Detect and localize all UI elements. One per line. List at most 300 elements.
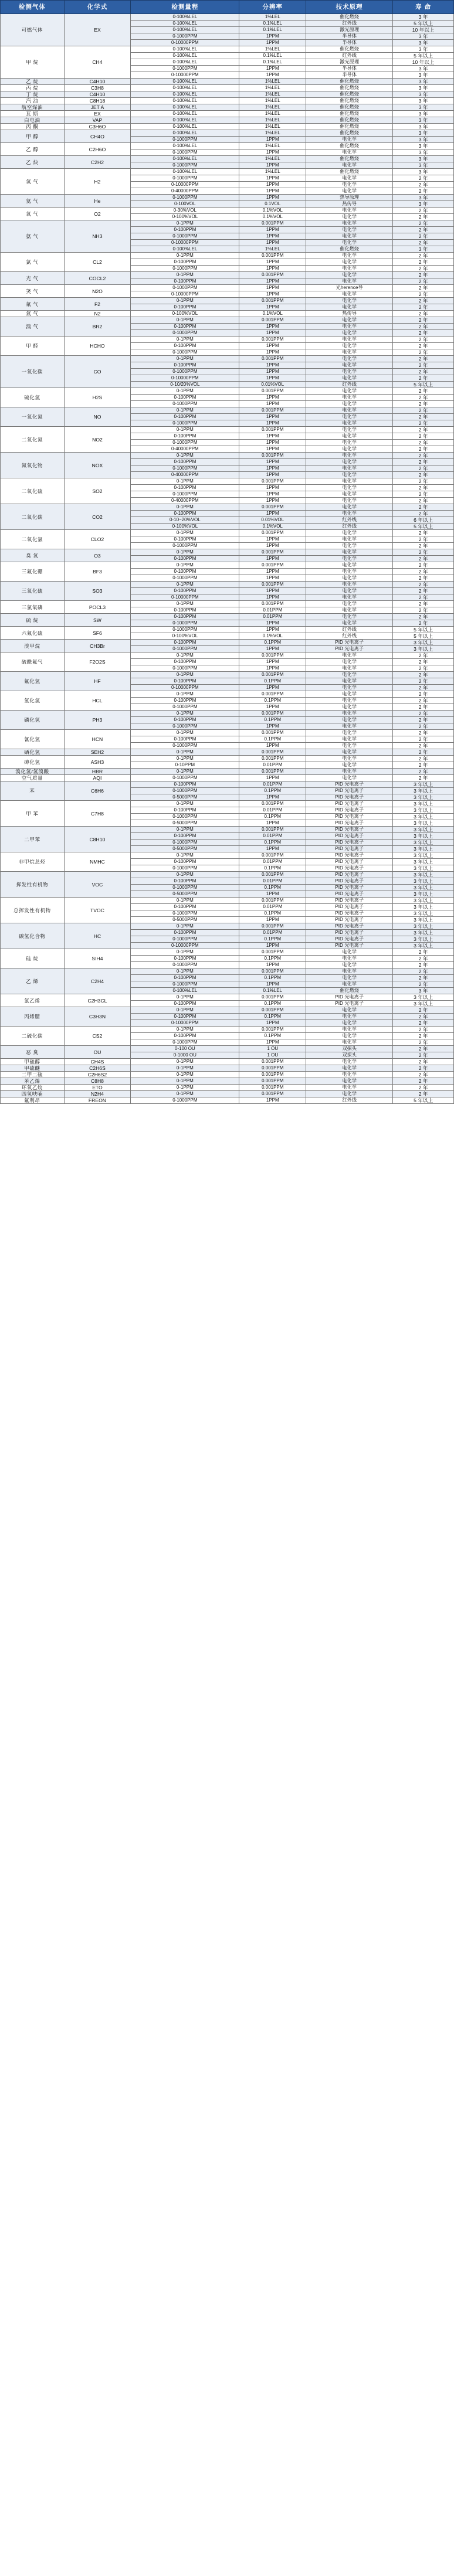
cell-gas-name: 氯化氢 [1, 691, 65, 711]
cell-resolution: 1PPM [239, 536, 306, 543]
cell-range: 0-1000PPM [131, 704, 239, 711]
cell-range: 0-100PPM [131, 678, 239, 685]
cell-life: 2 年 [393, 465, 454, 472]
cell-technology: PID 光电离子 [306, 898, 393, 904]
table-row [1, 640, 454, 646]
cell-life: 2 年 [393, 478, 454, 485]
cell-gas-name: 甲 醛 [1, 337, 65, 356]
cell-life: 6 年以上 [393, 517, 454, 524]
cell-range: 0-40000PPM [131, 446, 239, 453]
table-row [1, 872, 454, 878]
cell-formula: HF [64, 672, 131, 691]
cell-life: 3 年 [393, 85, 454, 91]
cell-resolution: 0.001PPM [239, 1059, 306, 1065]
cell-resolution: 1PPM [239, 820, 306, 827]
cell-technology: 催化燃烧 [306, 117, 393, 124]
cell-range: 0-10000PPM [131, 182, 239, 188]
cell-range: 0-1000PPM [131, 66, 239, 72]
cell-life: 2 年 [393, 227, 454, 233]
table-row [1, 827, 454, 833]
cell-resolution: 1PPM [239, 485, 306, 491]
cell-resolution: 1PPM [239, 259, 306, 266]
cell-formula: O2 [64, 208, 131, 220]
cell-technology: 电化学 [306, 562, 393, 569]
cell-gas-name: 三氟化硼 [1, 562, 65, 582]
cell-life: 2 年 [393, 678, 454, 685]
cell-technology: 电化学 [306, 188, 393, 195]
cell-life: 3 年以上 [393, 814, 454, 820]
cell-gas-name: 甲 烷 [1, 46, 65, 79]
cell-gas-name: 总挥发性有机物 [1, 898, 65, 923]
cell-life: 3 年 [393, 79, 454, 85]
cell-life: 2 年 [393, 762, 454, 769]
cell-range: 0-1000PPM [131, 788, 239, 794]
cell-range: 0-1000PPM [131, 665, 239, 672]
cell-resolution: 0.01%VOL [239, 517, 306, 524]
cell-range: 0-30%VOL [131, 208, 239, 214]
cell-range: 0-1PPM [131, 1007, 239, 1014]
cell-resolution: 0.001PPM [239, 504, 306, 511]
cell-life: 2 年 [393, 1091, 454, 1097]
cell-technology: 电化学 [306, 594, 393, 601]
cell-range: 0-100PPM [131, 304, 239, 311]
cell-resolution: 1PPM [239, 137, 306, 143]
cell-gas-name: 氧 气 [1, 208, 65, 220]
cell-technology: 电化学 [306, 530, 393, 536]
cell-technology: PID 光电离子 [306, 930, 393, 936]
cell-technology: 激光原理 [306, 27, 393, 33]
cell-resolution: 1PPM [239, 1020, 306, 1027]
cell-technology: 电化学 [306, 691, 393, 698]
cell-resolution: 0.01PPM [239, 762, 306, 769]
cell-range: 0-1000PPM [131, 491, 239, 498]
cell-life: 2 年 [393, 259, 454, 266]
cell-life: 2 年 [393, 601, 454, 607]
cell-range: 0-100%LEL [131, 169, 239, 175]
cell-resolution: 0.1PPM [239, 717, 306, 723]
cell-formula: N2O [64, 285, 131, 298]
cell-resolution: 0.001PPM [239, 220, 306, 227]
cell-gas-name: 氢 气 [1, 169, 65, 195]
cell-resolution: 1%LEL [239, 14, 306, 21]
cell-range: 0-100PPM [131, 659, 239, 665]
cell-range: 0-100%LEL [131, 124, 239, 130]
cell-resolution: 0.001PPM [239, 337, 306, 343]
cell-range: 0-100PPM [131, 362, 239, 369]
cell-technology: 电化学 [306, 433, 393, 440]
cell-resolution: 1%LEL [239, 117, 306, 124]
cell-resolution: 0.001PPM [239, 711, 306, 717]
table-row [1, 653, 454, 659]
cell-resolution: 1PPM [239, 575, 306, 582]
cell-technology: PID 光电离子 [306, 878, 393, 885]
cell-technology: PID 光电离子 [306, 788, 393, 794]
cell-gas-name: 二甲苯 [1, 827, 65, 852]
cell-range: 0-100%LEL [131, 104, 239, 111]
cell-resolution: 1PPM [239, 472, 306, 478]
cell-technology: 电化学 [306, 543, 393, 549]
cell-resolution: 1%LEL [239, 98, 306, 104]
cell-resolution: 0.1PPM [239, 788, 306, 794]
cell-technology: 电化学 [306, 769, 393, 775]
cell-technology: 电化学 [306, 414, 393, 420]
cell-resolution: 0.1PPM [239, 698, 306, 704]
cell-technology: 电化学 [306, 949, 393, 956]
cell-technology: PID 光电离子 [306, 827, 393, 833]
cell-range: 0-1000 OU [131, 1052, 239, 1059]
cell-formula: C8H10 [64, 827, 131, 852]
cell-gas-name: 氰化氢 [1, 730, 65, 749]
cell-technology: 电化学 [306, 440, 393, 446]
cell-life: 2 年 [393, 775, 454, 781]
cell-range: 0-1000PPM [131, 440, 239, 446]
cell-gas-name: 硒化氢 [1, 749, 65, 756]
cell-resolution: 0.1VOL [239, 201, 306, 208]
cell-technology: 电化学 [306, 556, 393, 562]
gas-detection-spec-table [0, 0, 454, 1104]
cell-technology: PID 光电离子 [306, 646, 393, 653]
cell-resolution: 0.01PPM [239, 930, 306, 936]
cell-gas-name: 一氧化氮 [1, 407, 65, 427]
cell-gas-name: 甲 苯 [1, 801, 65, 827]
table-row [1, 1091, 454, 1097]
cell-life: 3 年以上 [393, 923, 454, 930]
cell-life: 3 年 [393, 46, 454, 53]
cell-resolution: 0.1PPM [239, 1001, 306, 1007]
cell-technology: 电化学 [306, 478, 393, 485]
table-row [1, 478, 454, 485]
table-row [1, 111, 454, 117]
cell-life: 3 年以上 [393, 878, 454, 885]
cell-life: 3 年以上 [393, 840, 454, 846]
cell-gas-name: 瓦 斯 [1, 111, 65, 117]
cell-gas-name: 臭 氧 [1, 549, 65, 562]
cell-resolution: 0.01PPM [239, 614, 306, 620]
cell-gas-name: 笑 气 [1, 285, 65, 298]
cell-technology: 电化学 [306, 259, 393, 266]
cell-technology: 电化学 [306, 730, 393, 736]
cell-life: 3 年以上 [393, 846, 454, 852]
cell-technology: 电化学 [306, 324, 393, 330]
cell-gas-name: 硫 烷 [1, 614, 65, 627]
cell-range: 0-1PPM [131, 730, 239, 736]
cell-life: 2 年 [393, 704, 454, 711]
cell-life: 2 年 [393, 485, 454, 491]
cell-range: 0-1000PPM [131, 330, 239, 337]
cell-range: 0-100PPM [131, 1014, 239, 1020]
cell-technology: 催化燃烧 [306, 169, 393, 175]
cell-technology: 电化学 [306, 453, 393, 459]
table-row [1, 427, 454, 433]
table-row [1, 691, 454, 698]
cell-life: 3 年 [393, 195, 454, 201]
cell-range: 0-1000PPM [131, 420, 239, 427]
table-row [1, 1097, 454, 1104]
cell-technology: 催化燃烧 [306, 79, 393, 85]
cell-technology: 红外线 [306, 627, 393, 633]
cell-life: 5 年以上 [393, 21, 454, 27]
cell-range: 0-1PPM [131, 898, 239, 904]
cell-technology: 电化学 [306, 240, 393, 246]
cell-resolution: 0.001PPM [239, 852, 306, 859]
cell-technology: 电化学 [306, 137, 393, 143]
cell-formula: AQI [64, 775, 131, 781]
cell-life: 3 年以上 [393, 994, 454, 1001]
cell-life: 2 年 [393, 388, 454, 395]
cell-technology: PID 光电离子 [306, 891, 393, 898]
cell-range: 0-1000PPM [131, 233, 239, 240]
cell-formula: HCHO [64, 337, 131, 356]
cell-life: 2 年 [393, 1078, 454, 1085]
cell-life: 3 年以上 [393, 917, 454, 923]
cell-technology: 电化学 [306, 549, 393, 556]
cell-resolution: 0.01PPM [239, 607, 306, 614]
cell-range: 0-100PPM [131, 736, 239, 743]
table-row [1, 614, 454, 620]
cell-resolution: 1%LEL [239, 85, 306, 91]
cell-life: 2 年 [393, 414, 454, 420]
cell-gas-name: 硫酰氟气 [1, 653, 65, 672]
cell-range: 0-100PPM [131, 324, 239, 330]
table-row [1, 1046, 454, 1052]
cell-range: 0-1000PPM [131, 865, 239, 872]
cell-life: 2 年 [393, 1065, 454, 1072]
cell-technology: 电化学 [306, 704, 393, 711]
table-row [1, 769, 454, 775]
cell-technology: PID 光电离子 [306, 846, 393, 852]
cell-life: 2 年 [393, 240, 454, 246]
cell-resolution: 1%LEL [239, 79, 306, 85]
cell-range: 0-1000PPM [131, 543, 239, 549]
cell-resolution: 1PPM [239, 459, 306, 465]
cell-life: 3 年以上 [393, 872, 454, 878]
table-row [1, 1072, 454, 1078]
cell-range: 0-1000PPM [131, 981, 239, 988]
cell-life: 2 年 [393, 266, 454, 272]
cell-range: 0-5000PPM [131, 846, 239, 852]
table-row [1, 91, 454, 98]
cell-formula: C4H10 [64, 91, 131, 98]
cell-range: 0-100PPM [131, 343, 239, 349]
cell-life: 3 年以上 [393, 646, 454, 653]
cell-technology: 红外线 [306, 524, 393, 530]
cell-life: 2 年 [393, 582, 454, 588]
cell-range: 0-1000PPM [131, 137, 239, 143]
cell-resolution: 1PPM [239, 420, 306, 427]
cell-gas-name: 二氧化硫 [1, 478, 65, 504]
cell-resolution: 0.001PPM [239, 730, 306, 736]
cell-life: 2 年 [393, 620, 454, 627]
cell-resolution: 1%LEL [239, 246, 306, 253]
cell-life: 3 年以上 [393, 794, 454, 801]
cell-technology: 电化学 [306, 498, 393, 504]
cell-range: 0-100PPM [131, 878, 239, 885]
cell-life: 2 年 [393, 395, 454, 401]
cell-life: 2 年 [393, 949, 454, 956]
cell-range: 0-1000PPM [131, 349, 239, 356]
cell-technology: 电化学 [306, 672, 393, 678]
cell-resolution: 1PPM [239, 40, 306, 46]
cell-range: 0-1PPM [131, 872, 239, 878]
cell-range: 0-100%LEL [131, 46, 239, 53]
cell-range: 0-10000PPM [131, 685, 239, 691]
cell-life: 3 年以上 [393, 807, 454, 814]
cell-range: 0-1000PPM [131, 401, 239, 407]
table-row [1, 781, 454, 788]
table-row [1, 1007, 454, 1014]
cell-life: 3 年 [393, 124, 454, 130]
cell-technology: 红外线 [306, 53, 393, 59]
cell-life: 3 年以上 [393, 788, 454, 794]
cell-life: 2 年 [393, 711, 454, 717]
cell-gas-name: 氯 气 [1, 253, 65, 272]
cell-resolution: 0.1%VOL [239, 633, 306, 640]
cell-resolution: 0.001PPM [239, 317, 306, 324]
cell-life: 2 年 [393, 1007, 454, 1014]
table-row [1, 298, 454, 304]
cell-range: 0-100PPM [131, 278, 239, 285]
cell-gas-name: 溴甲烷 [1, 640, 65, 653]
cell-gas-name: 氟利昂 [1, 1097, 65, 1104]
cell-technology: 电化学 [306, 749, 393, 756]
table-row [1, 949, 454, 956]
cell-resolution: 0.001PPM [239, 601, 306, 607]
cell-life: 2 年 [393, 672, 454, 678]
cell-resolution: 0.1%LEL [239, 59, 306, 66]
cell-range: 0-1PPM [131, 317, 239, 324]
cell-range: 0-1PPM [131, 1027, 239, 1033]
cell-range: 0-1PPM [131, 801, 239, 807]
cell-range: 0-100%VOL [131, 311, 239, 317]
cell-formula: HCN [64, 730, 131, 749]
cell-life: 2 年 [393, 324, 454, 330]
cell-gas-name: 氮氧化物 [1, 453, 65, 478]
cell-formula: C3H8 [64, 85, 131, 91]
cell-formula: SF6 [64, 627, 131, 640]
cell-range: 0-1PPM [131, 1078, 239, 1085]
cell-resolution: 1PPM [239, 33, 306, 40]
cell-range: 0-1PPM [131, 220, 239, 227]
table-row [1, 253, 454, 259]
cell-life: 3 年以上 [393, 930, 454, 936]
cell-formula: CO2 [64, 504, 131, 530]
cell-technology: 电化学 [306, 717, 393, 723]
cell-technology: 电化学 [306, 698, 393, 704]
cell-formula: C6H6 [64, 781, 131, 801]
cell-range: 0-10~20%VOL [131, 517, 239, 524]
cell-range: 0-100PPM [131, 1001, 239, 1007]
cell-resolution: 1PPM [239, 343, 306, 349]
cell-technology: PID 光电离子 [306, 640, 393, 646]
cell-life: 2 年 [393, 653, 454, 659]
table-row [1, 124, 454, 130]
cell-range: 0-1PPM [131, 478, 239, 485]
cell-gas-name: 二氧化氯 [1, 530, 65, 549]
cell-technology: 电化学 [306, 266, 393, 272]
cell-technology: 电化学 [306, 369, 393, 375]
cell-technology: 电化学 [306, 1039, 393, 1046]
cell-range: 0-100PPM [131, 569, 239, 575]
cell-gas-name: 航空煤油 [1, 104, 65, 111]
cell-technology: PID 光电离子 [306, 872, 393, 878]
cell-technology: 催化燃烧 [306, 85, 393, 91]
cell-resolution: 1%LEL [239, 143, 306, 149]
table-row [1, 46, 454, 53]
cell-range: 0-1PPM [131, 388, 239, 395]
cell-range: 0-100%VOL [131, 214, 239, 220]
cell-range: 0-1000PPM [131, 620, 239, 627]
cell-gas-name: 汽 油 [1, 98, 65, 104]
cell-range: 0-1000PPM [131, 285, 239, 291]
cell-formula: He [64, 195, 131, 208]
cell-technology: 电化学 [306, 175, 393, 182]
cell-formula: FREON [64, 1097, 131, 1104]
table-row [1, 562, 454, 569]
cell-life: 2 年 [393, 304, 454, 311]
col-header-technology: 技术原理 [306, 1, 393, 14]
cell-resolution: 1PPM [239, 233, 306, 240]
cell-formula: ASH3 [64, 756, 131, 769]
cell-resolution: 1PPM [239, 491, 306, 498]
cell-resolution: 1PPM [239, 775, 306, 781]
table-row [1, 143, 454, 149]
table-row [1, 749, 454, 756]
cell-range: 0-100PPM [131, 807, 239, 814]
cell-life: 5 年以上 [393, 53, 454, 59]
cell-formula: NMHC [64, 852, 131, 872]
cell-resolution: 1%LEL [239, 111, 306, 117]
cell-life: 3 年 [393, 246, 454, 253]
cell-technology: 电化学 [306, 975, 393, 981]
cell-life: 2 年 [393, 401, 454, 407]
cell-resolution: 1PPM [239, 440, 306, 446]
cell-technology: 催化燃烧 [306, 246, 393, 253]
table-row [1, 730, 454, 736]
cell-life: 3 年以上 [393, 943, 454, 949]
cell-resolution: 0.001PPM [239, 1085, 306, 1091]
cell-resolution: 1PPM [239, 511, 306, 517]
cell-gas-name: 硫化氢 [1, 388, 65, 407]
cell-resolution: 1PPM [239, 943, 306, 949]
cell-range: 0-1PPM [131, 582, 239, 588]
cell-range: 0-1000PPM [131, 369, 239, 375]
cell-life: 2 年 [393, 369, 454, 375]
cell-life: 3 年 [393, 162, 454, 169]
cell-range: 0-100PPM [131, 717, 239, 723]
cell-technology: 催化燃烧 [306, 91, 393, 98]
cell-technology: PID 光电离子 [306, 794, 393, 801]
cell-technology: PID 光电离子 [306, 833, 393, 840]
cell-technology: 电化学 [306, 981, 393, 988]
cell-range: 0-10000PPM [131, 40, 239, 46]
cell-technology: 热导原理 [306, 195, 393, 201]
cell-range: 0-1PPM [131, 1065, 239, 1072]
cell-technology: 电化学 [306, 278, 393, 285]
cell-formula: C2H4 [64, 968, 131, 994]
cell-range: 0-1PPM [131, 549, 239, 556]
cell-resolution: 0.001PPM [239, 801, 306, 807]
cell-technology: 半导体 [306, 40, 393, 46]
cell-technology: 电化学 [306, 588, 393, 594]
cell-resolution: 1%LEL [239, 130, 306, 137]
cell-technology: 电化学 [306, 162, 393, 169]
cell-life: 3 年以上 [393, 1001, 454, 1007]
cell-resolution: 0.01%VOL [239, 382, 306, 388]
cell-range: 0-100PPM [131, 395, 239, 401]
cell-gas-name: 磷化氢 [1, 711, 65, 730]
cell-resolution: 1PPM [239, 401, 306, 407]
cell-range: 0-100PPM [131, 556, 239, 562]
